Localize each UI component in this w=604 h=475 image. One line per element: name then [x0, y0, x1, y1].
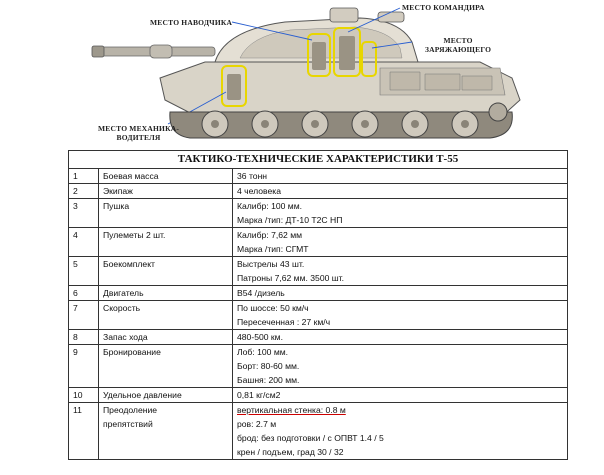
parameter-value — [233, 184, 568, 199]
loader-hatch — [378, 12, 404, 22]
parameter-name-line: Двигатель — [103, 288, 144, 298]
parameter-value-line: Башня: 200 мм. — [237, 375, 300, 385]
drive-sprocket — [489, 103, 507, 121]
parameter-value — [233, 199, 568, 228]
parameter-value — [233, 388, 568, 403]
parameter-value-line: По шоссе: 50 км/ч — [237, 303, 309, 313]
table-title-row — [69, 151, 568, 169]
parameter-name-line: Скорость — [103, 303, 141, 313]
row-number-text: 4 — [73, 230, 78, 240]
loader-callout-line-1: МЕСТО — [443, 36, 473, 45]
table-row — [69, 257, 568, 286]
row-number-text: 5 — [73, 259, 78, 269]
row-number — [69, 345, 99, 388]
parameter-name — [99, 184, 233, 199]
parameter-value — [233, 286, 568, 301]
parameter-name — [99, 301, 233, 330]
parameter-name — [99, 257, 233, 286]
table-row — [69, 169, 568, 184]
parameter-name-line: Бронирование — [103, 347, 161, 357]
table-row — [69, 330, 568, 345]
row-number-text: 9 — [73, 347, 78, 357]
parameter-name-line: Пушка — [103, 201, 130, 211]
parameter-value-line: Марка /тип: СГМТ — [237, 244, 309, 254]
parameter-name — [99, 228, 233, 257]
row-number — [69, 301, 99, 330]
parameter-value-line: Марка /тип: ДТ-10 Т2С НП — [237, 215, 343, 225]
parameter-value-line: Лоб: 100 мм. — [237, 347, 289, 357]
row-number-text: 6 — [73, 288, 78, 298]
row-number — [69, 169, 99, 184]
parameter-value — [233, 228, 568, 257]
loader-callout-line-2: ЗАРЯЖАЮЩЕГО — [425, 45, 492, 54]
parameter-name-line: Удельное давление — [103, 390, 182, 400]
parameter-value-line: брод: без подготовки / с ОПВТ 1.4 / 5 — [237, 433, 384, 443]
row-number — [69, 286, 99, 301]
parameter-value-line: Выстрелы 43 шт. — [237, 259, 305, 269]
row-number — [69, 228, 99, 257]
table-row — [69, 388, 568, 403]
parameter-value-line: Борт: 80-60 мм. — [237, 361, 300, 371]
row-number-text: 3 — [73, 201, 78, 211]
parameter-value-line: 36 тонн — [237, 171, 268, 181]
parameter-name — [99, 403, 233, 460]
parameter-value-line: 480-500 км. — [237, 332, 283, 342]
table-row — [69, 345, 568, 388]
table-row — [69, 228, 568, 257]
parameter-name-line: Боекомплект — [103, 259, 155, 269]
table-row — [69, 286, 568, 301]
commander-seat — [339, 36, 355, 70]
row-number — [69, 257, 99, 286]
loader-callout — [425, 36, 491, 54]
parameter-value — [233, 169, 568, 184]
tank-cutaway-illustration — [0, 0, 604, 145]
parameter-name — [99, 388, 233, 403]
parameter-value — [233, 403, 568, 460]
parameter-value — [233, 330, 568, 345]
parameter-name-line: Пулеметы 2 шт. — [103, 230, 166, 240]
parameter-value-line: Калибр: 100 мм. — [237, 201, 303, 211]
parameter-value-line: крен / подъем, град 30 / 32 — [237, 447, 344, 457]
parameter-value-line: В54 /дизель — [237, 288, 285, 298]
table-row — [69, 301, 568, 330]
gunner-callout: МЕСТО НАВОДЧИКА — [150, 18, 233, 27]
driver-callout — [98, 124, 179, 142]
row-number — [69, 403, 99, 460]
driver-callout-line-1: МЕСТО МЕХАНИКА- — [98, 124, 180, 133]
parameter-name-line: Экипаж — [103, 186, 133, 196]
parameter-name-line: препятствий — [103, 419, 153, 429]
parameter-value-line: вертикальная стенка: 0.8 м — [237, 405, 346, 415]
gun-muzzle — [92, 46, 104, 57]
parameter-value-line: 0,81 кг/см2 — [237, 390, 281, 400]
driver-seat — [227, 74, 241, 100]
parameter-name-line: Преодоление — [103, 405, 158, 415]
row-number-text: 2 — [73, 186, 78, 196]
table-row — [69, 403, 568, 460]
gunner-seat — [312, 42, 326, 70]
row-number-text: 10 — [73, 390, 83, 400]
commander-callout: МЕСТО КОМАНДИРА — [402, 3, 485, 12]
parameter-value — [233, 345, 568, 388]
table-row — [69, 184, 568, 199]
driver-callout-line-2: ВОДИТЕЛЯ — [116, 133, 161, 142]
row-number-text: 7 — [73, 303, 78, 313]
parameter-name-line: Боевая масса — [103, 171, 159, 181]
parameter-value-line: Калибр: 7,62 мм — [237, 230, 303, 240]
parameter-name — [99, 199, 233, 228]
row-number-text: 8 — [73, 332, 78, 342]
parameter-value-line: ров: 2.7 м — [237, 419, 277, 429]
row-number — [69, 184, 99, 199]
row-number — [69, 330, 99, 345]
gun-fume-extractor — [150, 45, 172, 58]
parameter-value — [233, 257, 568, 286]
parameter-name — [99, 330, 233, 345]
parameter-value-line: Патроны 7,62 мм. 3500 шт. — [237, 273, 345, 283]
table-title: ТАКТИКО-ТЕХНИЧЕСКИЕ ХАРАКТЕРИСТИКИ Т-55 — [69, 151, 568, 169]
row-number — [69, 388, 99, 403]
row-number-text: 1 — [73, 171, 78, 181]
row-number-text: 11 — [73, 405, 82, 415]
commander-cupola — [330, 8, 358, 22]
parameter-name — [99, 286, 233, 301]
parameter-name-line: Запас хода — [103, 332, 148, 342]
parameter-name — [99, 169, 233, 184]
specifications-table — [68, 150, 568, 460]
parameter-value-line: 4 человека — [237, 186, 282, 196]
parameter-name — [99, 345, 233, 388]
table-row — [69, 199, 568, 228]
parameter-value — [233, 301, 568, 330]
row-number — [69, 199, 99, 228]
parameter-value-line: Пересеченная : 27 км/ч — [237, 317, 331, 327]
